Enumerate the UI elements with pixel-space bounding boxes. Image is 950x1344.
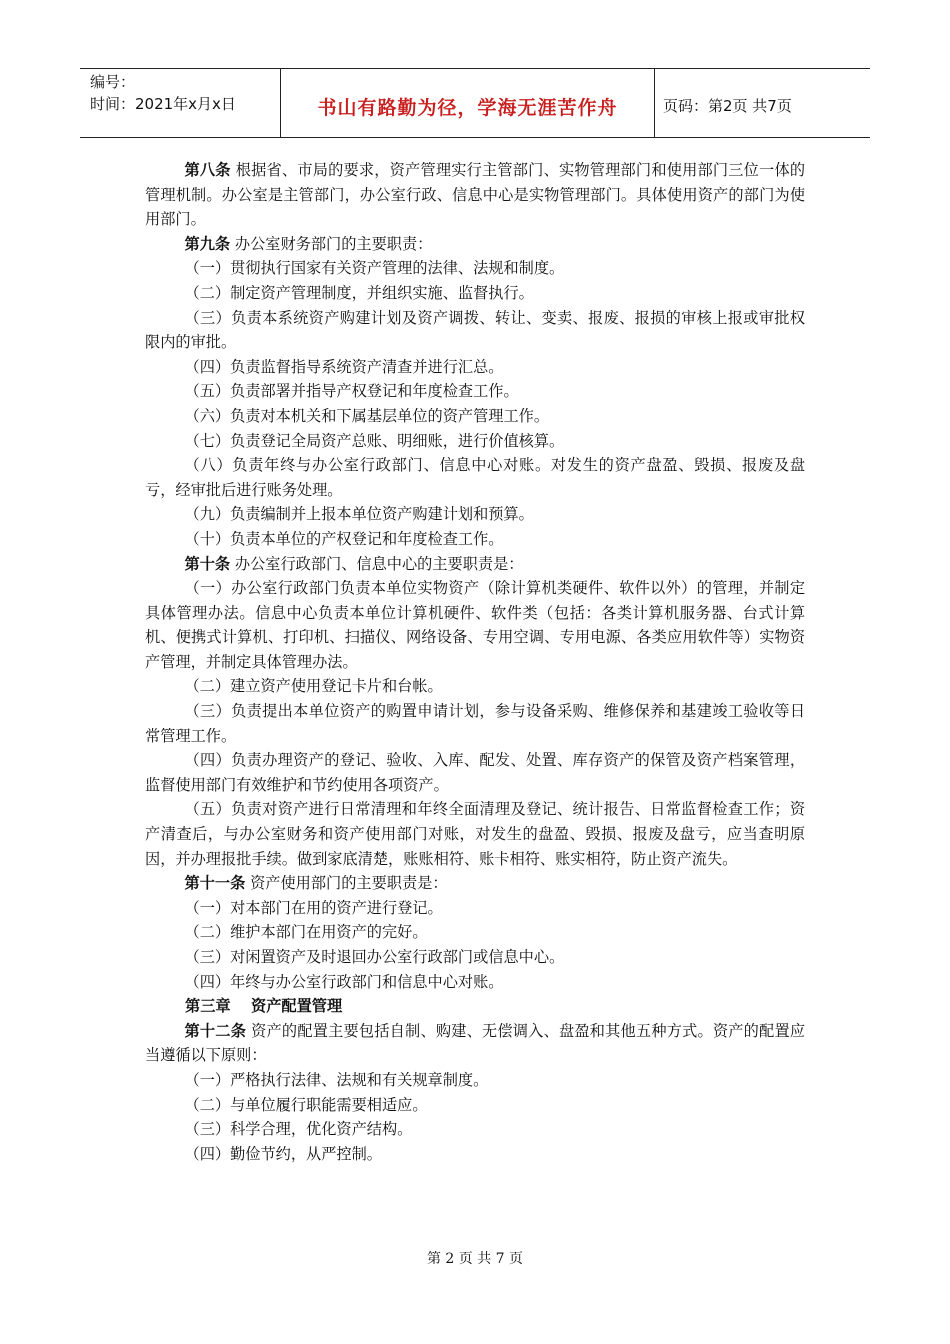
article-12 (145, 1019, 805, 1068)
chapter-heading: 第三章 资产配置管理 (185, 997, 343, 1016)
article-title: 第十条 (184, 554, 231, 573)
list-item: （二）制定资产管理制度，并组织实施、监督执行。 (184, 283, 534, 302)
list-item: （一）严格执行法律、法规和有关规章制度。 (184, 1070, 489, 1089)
list-item: （四）勤俭节约，从严控制。 (184, 1144, 382, 1163)
list-item: （二）维护本部门在用资产的完好。 (184, 923, 428, 942)
list-item: （三）负责提出本单位资产的购置申请计划，参与设备采购、维修保养和基建竣工验收等日常管理工作。 (145, 702, 805, 745)
list-item: （三）负责本系统资产购建计划及资产调拨、转让、变卖、报废、报损的审核上报或审批权限内的审批。 (145, 308, 805, 352)
list-item: （十）负责本单位的产权登记和年度检查工作。 (184, 529, 504, 548)
article-10 (145, 552, 805, 577)
article-text: 资产使用部门的主要职责是： (250, 874, 448, 893)
list-item: （一）对本部门在用的资产进行登记。 (184, 898, 443, 917)
list-item: （一）贯彻执行国家有关资产管理的法律、法规和制度。 (184, 259, 565, 278)
article-8 (145, 158, 805, 232)
header-motto-cell (281, 69, 655, 137)
list-item: （七）负责登记全局资产总账、明细账，进行价值核算。 (184, 431, 565, 450)
article-text: 办公室财务部门的主要职责： (234, 234, 433, 253)
page-header (80, 68, 870, 138)
list-item: （三）对闲置资产及时退回办公室行政部门或信息中心。 (184, 948, 565, 966)
article-title: 第八条 (184, 161, 231, 179)
list-item: （五）负责对资产进行日常清理和年终全面清理及登记、统计报告、日常监督检查工作；资产清查后，与办公室财务和资产使用部门对账，对发生的盘盈、毁损、报废及盘亏，应当查明原因，并办理报批手续。做到家底清楚，账账相符、账卡相符、账实相符，防止资产流失。 (145, 800, 805, 868)
list-item: （六）负责对本机关和下属基层单位的资产管理工作。 (184, 406, 550, 425)
document-number-label: 编号： (90, 73, 136, 91)
list-item: （一）办公室行政部门负责本单位实物资产（除计算机类硬件、软件以外）的管理，并制定具体管理办法。信息中心负责本单位计算机硬件、软件类（包括：各类计算机服务器、台式计算机、便携式计算机、打印机、扫描仪、网络设备、专用空调、专用电源、各类应用软件等）实物资产管理，并制定具体管理办法。 (145, 579, 805, 671)
list-item: （二）与单位履行职能需要相适应。 (184, 1095, 428, 1114)
article-title: 第十一条 (184, 874, 246, 893)
list-item: （五）负责部署并指导产权登记和年度检查工作。 (184, 382, 519, 401)
article-11 (145, 871, 805, 896)
list-item: （四）负责办理资产的登记、验收、入库、配发、处置、库存资产的保管及资产档案管理，监督使用部门有效维护和节约使用各项资产。 (145, 751, 805, 794)
article-text: 资产的配置主要包括自制、购建、无偿调入、盘盈和其他五种方式。资产的配置应当遵循以下原则： (145, 1021, 806, 1065)
header-page-cell (655, 69, 870, 137)
header-page-number: 页码：第2页 共7页 (663, 96, 792, 115)
article-text: 办公室行政部门、信息中心的主要职责是： (234, 554, 524, 573)
list-item: （三）科学合理，优化资产结构。 (184, 1120, 413, 1139)
article-text: 根据省、市局的要求，资产管理实行主管部门、实物管理部门和使用部门三位一体的管理机制。办公室是主管部门，办公室行政、信息中心是实物管理部门。具体使用资产的部门为使用部门。 (145, 161, 806, 229)
header-meta (80, 69, 281, 137)
article-9 (145, 232, 805, 257)
document-body (145, 158, 805, 1166)
header-motto: 书山有路勤为径，学海无涯苦作舟 (317, 96, 618, 119)
list-item: （四）年终与办公室行政部门和信息中心对账。 (184, 972, 504, 991)
list-item: （四）负责监督指导系统资产清查并进行汇总。 (184, 357, 504, 376)
list-item: （九）负责编制并上报本单位资产购建计划和预算。 (184, 505, 534, 524)
list-item: （二）建立资产使用登记卡片和台帐。 (184, 677, 443, 696)
document-date-label: 时间：2021年x月x日 (90, 95, 236, 113)
list-item: （八）负责年终与办公室行政部门、信息中心对账。对发生的资产盘盈、毁损、报废及盘亏，经审批后进行账务处理。 (145, 456, 805, 499)
article-title: 第十二条 (184, 1021, 247, 1040)
page-footer: 第 2 页 共 7 页 (426, 1251, 524, 1267)
article-title: 第九条 (184, 234, 231, 253)
